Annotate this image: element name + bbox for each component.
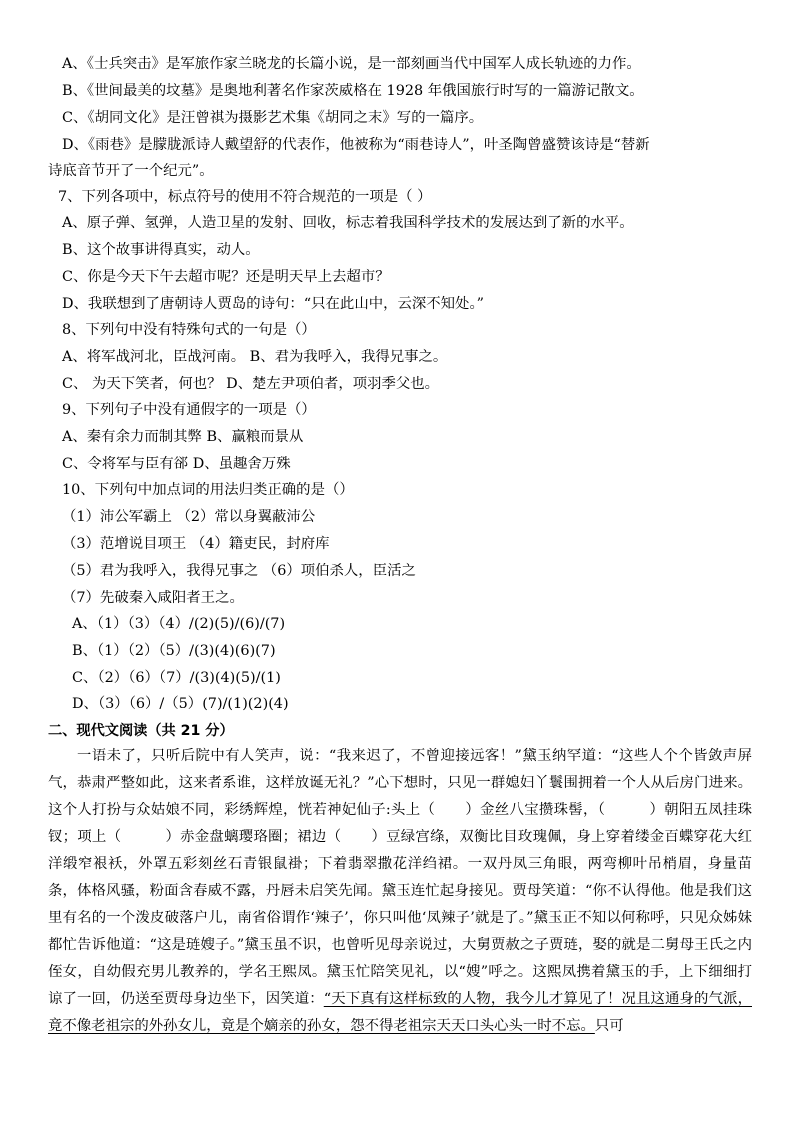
option-a-text: A、《士兵突击》是军旅作家兰晓龙的长篇小说，是一部刻画当代中国军人成长轨迹的力作。 xyxy=(62,56,641,72)
q9-options-ab: A、秦有余力而制其弊 B、赢粮而景从 xyxy=(62,429,304,445)
option-c-text: C、《胡同文化》是汪曾祺为摄影艺术集《胡同之末》写的一篇序。 xyxy=(62,110,484,126)
passage-text-3: ）朝阳五凤挂珠钗；项上（ xyxy=(48,802,752,845)
question-9: 9、下列句子中没有通假字的一项是（） xyxy=(62,402,316,418)
q8-options-ab: A、将军战河北，臣战河南。 B、君为我呼入，我得兄事之。 xyxy=(62,349,448,365)
question-8: 8、下列句中没有特殊句式的一句是（） xyxy=(62,322,316,338)
q10-item-5-6: （5）君为我呼入，我得兄事之 （6）项伯杀人，臣活之 xyxy=(62,563,416,579)
reading-passage xyxy=(48,743,752,1040)
q10-item-1-2: （1）沛公军霸上 （2）常以身翼蔽沛公 xyxy=(62,509,316,525)
passage-text-5: ）豆绿宫绦，双衡比目玫瑰佩，身上穿着缕金百蝶穿花大红洋缎窄裉袄，外罩五彩刻丝石青银鼠褂；下着翡翠撒花洋绉裙。一双丹凤三角眼，两弯柳叶吊梢眉，身量苗条，体格风骚，粉面含春威不露，丹唇未启笑先闻。黛玉连忙起身接见。贾母笑道：“你不认得他。他是我们这里有名的一个泼皮破落户儿，南省俗谓作‘辣子’，你只叫他‘凤辣子’就是了。”黛玉正不知以何称呼，只见众姊妹都忙告诉他道：“这是琏嫂子。”黛玉虽不识，也曾听见母亲说过，大舅贾赦之子贾琏，娶的就是二舅母王氏之内侄女，自幼假充男儿教养的，学名王熙凤。黛玉忙陪笑见礼，以“嫂”呼之。这熙凤携着黛玉的手，上下细细打谅了一回，仍送至贾母身边坐下，因笑道： xyxy=(48,829,752,1007)
q7-option-a: A、原子弹、氢弹，人造卫星的发射、回收，标志着我国科学技术的发展达到了新的水平。 xyxy=(62,215,634,231)
passage-tail: 只可 xyxy=(594,1018,624,1034)
q7-option-d: D、我联想到了唐朝诗人贾岛的诗句：“只在此山中，云深不知处。” xyxy=(62,296,484,312)
question-10: 10、下列句中加点词的用法归类正确的是（） xyxy=(62,482,354,498)
q7-option-b: B、这个故事讲得真实，动人。 xyxy=(62,242,260,258)
q10-item-3-4: （3）范增说目项王 （4）籍吏民，封府库 xyxy=(62,536,330,552)
option-d-continuation: 诗底音节开了一个纪元”。 xyxy=(48,163,214,179)
passage-text-1: 一语未了，只听后院中有人笑声，说：“我来迟了，不曾迎接远客！”黛玉纳罕道：“这些人个个皆敛声屏气，恭肃严整如此，这来者系谁，这样放诞无礼？”心下想时，只见一群媳妇丫鬟围拥着一个人从后房门进来。这个人打扮与众姑娘不同，彩绣辉煌，恍若神妃仙子:头上（ xyxy=(48,748,752,818)
q10-item-7: （7）先破秦入咸阳者王之。 xyxy=(62,590,244,606)
q10-option-b: B、（1）（2）（5）/(3)(4)(6)(7) xyxy=(72,643,276,659)
section-heading: 二、现代文阅读（共 21 分） xyxy=(48,723,234,739)
underlined-quote: “天下真有这样标致的人物，我今儿才算见了！况且这通身的气派，竟不像老祖宗的外孙女儿，竟是个嫡亲的孙女，怨不得老祖宗天天口头心头一时不忘。 xyxy=(48,991,752,1034)
option-b-text: B、《世间最美的坟墓》是奥地利著名作家茨威格在 1928 年俄国旅行时写的一篇游记散文。 xyxy=(62,83,644,99)
q10-option-d: D、（3）（6）/（5）(7)/(1)(2)(4) xyxy=(72,696,289,712)
q8-options-cd: C、 为天下笑者，何也？ D、楚左尹项伯者，项羽季父也。 xyxy=(62,376,440,392)
q7-option-c: C、你是今天下午去超市呢？还是明天早上去超市？ xyxy=(62,269,390,285)
q10-option-c: C、（2）（6）（7）/(3)(4)(5)/(1) xyxy=(72,670,281,686)
question-7: 7、下列各项中，标点符号的使用不符合规范的一项是（ ） xyxy=(58,189,432,205)
q9-options-cd: C、令将军与臣有郤 D、虽趣舍万殊 xyxy=(62,456,291,472)
option-d-text: D、《雨巷》是朦胧派诗人戴望舒的代表作，他被称为“雨巷诗人”，叶圣陶曾盛赞该诗是“替新 xyxy=(62,137,650,153)
passage-text-4: ）赤金盘螭璎珞圈；裙边（ xyxy=(165,829,342,845)
passage-text-2: ）金丝八宝攒珠髻，（ xyxy=(465,802,606,818)
q10-option-a: A、（1）（3）（4）/(2)(5)/(6)/(7) xyxy=(72,616,286,632)
